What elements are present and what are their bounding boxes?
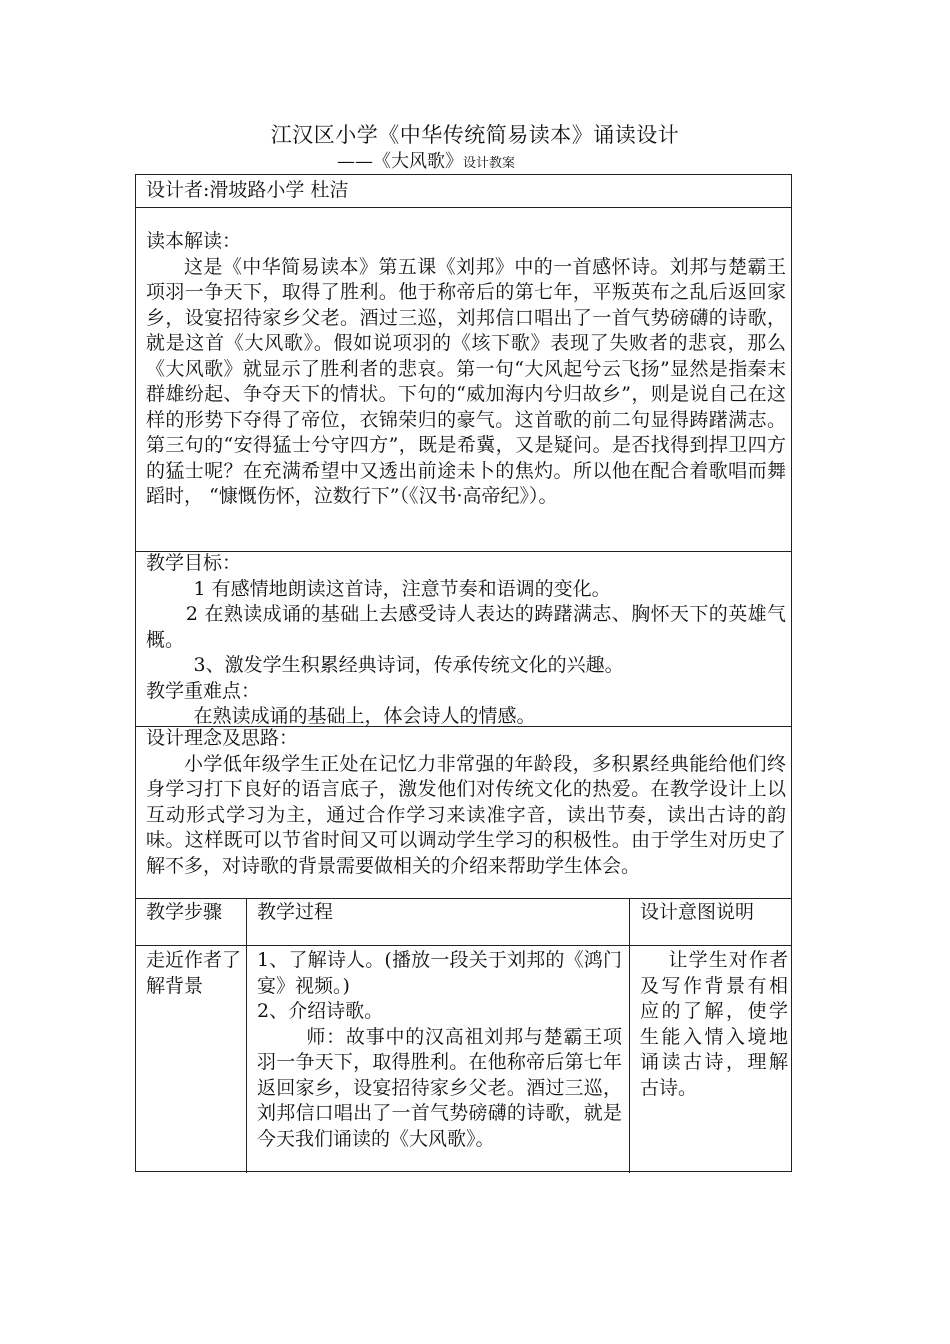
step-cell: 走近作者了解背景 <box>146 949 242 997</box>
designer-info: 设计者:滑坡路小学 杜洁 <box>146 179 349 201</box>
row-divider <box>136 945 791 946</box>
process-line: 师：故事中的汉高祖刘邦与楚霸王项羽一争天下，取得胜利。在他称帝后第七年返回家乡，设宴招待家乡父老。酒过三巡，刘邦信口唱出了一首气势磅礴的诗歌，就是今天我们诵读的《大风歌》。 <box>257 1025 622 1150</box>
column-divider <box>629 898 630 1173</box>
lesson-plan-table <box>135 174 792 1172</box>
row-divider <box>136 207 791 208</box>
goals-heading: 教学目标： <box>146 552 242 574</box>
reading-heading: 读本解读： <box>146 230 242 252</box>
concept-body: 小学低年级学生正处在记忆力非常强的年龄段，多积累经典能给他们终身学习打下良好的语言底子，激发他们对传统文化的热爱。在教学设计上以互动形式学习为主，通过合作学习来读准字音，读出节奏，读出古诗的韵味。这样既可以节省时间又可以调动学生学习的积极性。由于学生对历史了解不多，对诗歌的背景需要做相关的介绍来帮助学生体会。 <box>146 752 786 877</box>
intent-cell: 让学生对作者及写作背景有相应的了解，使学生能入情入境地诵读古诗，理解古诗。 <box>640 949 788 1099</box>
header-step: 教学步骤 <box>146 901 223 923</box>
subtitle-main: ——《大风歌》 <box>337 151 463 172</box>
process-cell <box>257 948 622 1152</box>
reading-body: 这是《中华简易读本》第五课《刘邦》中的一首感怀诗。刘邦与楚霸王项羽一争天下，取得了胜利。他于称帝后的第七年，平叛英布之乱后返回家乡，设宴招待家乡父老。酒过三巡，刘邦信口唱出了一首气势磅礴的诗歌，就是这首《大风歌》。假如说项羽的《垓下歌》表现了失败者的悲哀，那么《大风歌》就显示了胜利者的悲哀。第一句“大风起兮云飞扬”显然是指秦末群雄纷起、争夺天下的情状。下句的“威加海内兮归故乡”，则是说自己在这样的形势下夺得了帝位，衣锦荣归的豪气。这首歌的前二句显得踌躇满志。第三句的“安得猛士兮守四方”，既是希冀，又是疑问。是否找得到捍卫四方的猛士呢？在充满希望中又透出前途未卜的焦灼。所以他在配合着歌唱而舞蹈时， “慷慨伤怀，泣数行下”（《汉书·高帝纪》）。 <box>146 255 786 507</box>
subtitle-small: 设计教案 <box>463 156 516 171</box>
concept-heading-text: 设计理念及思路： <box>146 727 299 749</box>
document-title: 江汉区小学《中华传统简易读本》诵读设计 <box>270 123 680 147</box>
process-line: 2、介绍诗歌。 <box>257 1000 384 1022</box>
key-points-heading: 教学重难点： <box>146 679 261 702</box>
row-divider <box>136 898 791 899</box>
key-points-body: 在熟读成诵的基础上，体会诗人的情感。 <box>193 705 536 727</box>
goals-section <box>146 551 786 730</box>
goal-item: 1 有感情地朗读这首诗，注意节奏和语调的变化。 <box>193 577 611 600</box>
header-process: 教学过程 <box>257 901 334 923</box>
reading-section <box>146 229 786 510</box>
concept-content <box>146 726 786 879</box>
header-intent: 设计意图说明 <box>640 901 755 923</box>
process-line: 1、了解诗人。(播放一段关于刘邦的《鸿门宴》视频。) <box>257 949 622 997</box>
document-subtitle <box>337 150 515 176</box>
goal-item: 2 在熟读成诵的基础上去感受诗人表达的踌躇满志、胸怀天下的英雄气概。 <box>146 603 786 651</box>
column-divider <box>246 898 247 1173</box>
goal-item: 3、激发学生积累经典诗词，传承传统文化的兴趣。 <box>193 654 624 676</box>
